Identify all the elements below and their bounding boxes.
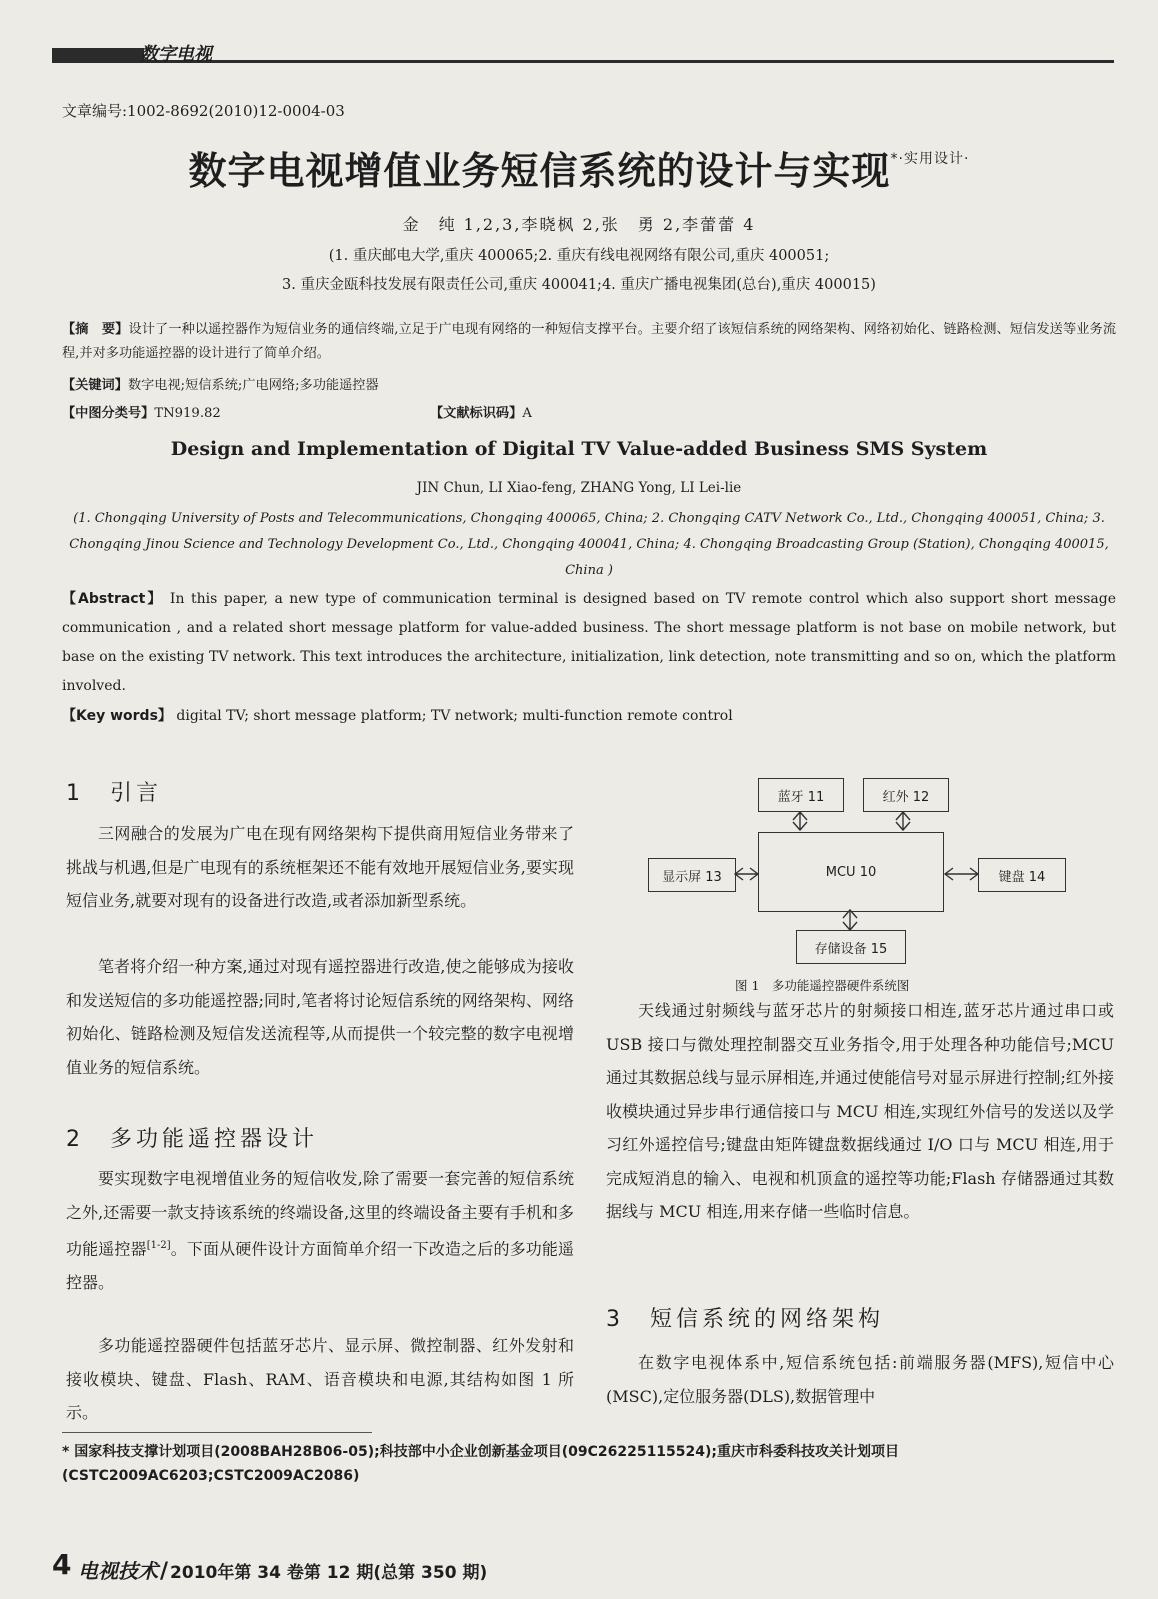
section-3-heading [606,1302,884,1333]
arrow-bluetooth-mcu [793,812,807,830]
journal-issue: 2010年第 34 卷第 12 期(总第 350 期) [170,1563,488,1583]
clc-text: TN919.82 [154,406,221,421]
affiliation-line-1: (1. 重庆邮电大学,重庆 400065;2. 重庆有线电视网络有限公司,重庆 400051; [328,248,830,264]
page-number: 4 [52,1548,72,1581]
section-1-heading [66,776,162,807]
bluetooth-box: 蓝牙 11 [758,778,844,812]
keyboard-box: 键盘 14 [978,858,1066,892]
infrared-box: 红外 12 [863,778,949,812]
clc-label: 【中图分类号】 [62,406,155,421]
abstract-en-label: 【Abstract】 [62,591,164,607]
mcu-box: MCU 10 [758,832,944,912]
figure-1-caption: 图 1 多功能遥控器硬件系统图 [735,978,910,993]
keywords-en [62,702,1116,731]
arrow-infrared-mcu [896,812,910,830]
abstract-cn-text: 设计了一种以遥控器作为短信业务的通信终端,立足于广电现有网络的一种短信支撑平台。主要介绍了该短信系统的网络架构、网络初始化、链路检测、短信发送等业务流程,并对多功能遥控器的设计进行了简单介绍。 [62,322,1117,361]
section-1-number: 1 [66,781,84,806]
citation-ref: [1-2] [146,1240,171,1251]
section-2-number: 2 [66,1127,84,1152]
section-3-title: 短信系统的网络架构 [650,1307,885,1332]
section-3-number: 3 [606,1307,624,1332]
section-header: 数字电视 [140,44,212,65]
arrow-mcu-storage [843,910,857,930]
paragraph-remote-1b: 。下面从硬件设计方面简单介绍一下改造之后的多功能遥控器。 [66,1239,574,1292]
footnote-funding: * 国家科技支撑计划项目(2008BAH28B06-05);科技部中小企业创新基金项目(09C26225115524);重庆市科委科技攻关计划项目(CSTC2009AC6203;CSTC2009AC2086) [62,1444,900,1484]
keywords-cn-label: 【关键词】 [62,378,128,393]
footnote-rule [62,1432,372,1433]
english-title: Design and Implementation of Digital TV Value-added Business SMS System [170,438,988,460]
affiliation-line-2: 3. 重庆金瓯科技发展有限责任公司,重庆 400041;4. 重庆广播电视集团(总台),重庆 400015) [282,277,876,293]
paper-title [0,140,1158,195]
figure-1-diagram [640,772,1110,972]
abstract-en-text: In this paper, a new type of communication terminal is designed based on TV remote control which also support short message communication , and a related short message platform for value-added business. The short message platform is not base on mobile network, but base on the existing TV network. This text introduces the architecture, initialization, link detection, note transmitting and so on, which the platform involved. [62,591,1116,694]
abstract-cn-label: 【摘 要】 [62,322,129,337]
paragraph-intro-2: 笔者将介绍一种方案,通过对现有遥控器进行改造,使之能够成为接收和发送短信的多功能遥控器;同时,笔者将讨论短信系统的网络架构、网络初始化、链路检测及短信发送流程等,从而提供一个较完整的数字电视增值业务的短信系统。 [66,957,574,1077]
section-2-heading [66,1122,318,1153]
authors: 金 纯 1,2,3,李晓枫 2,张 勇 2,李蕾蕾 4 [402,215,756,234]
paragraph-intro-1: 三网融合的发展为广电在现有网络架构下提供商用短信业务带来了挑战与机遇,但是广电现有的系统框架还不能有效地开展短信业务,要实现短信业务,就要对现有的设备进行改造,或者添加新型系统。 [66,824,574,910]
title-marker: *·实用设计· [890,151,970,167]
keywords-cn [62,374,379,398]
title-text: 数字电视增值业务短信系统的设计与实现 [188,149,891,193]
english-authors: JIN Chun, LI Xiao-feng, ZHANG Yong, LI Lei-lie [416,480,742,496]
keywords-en-label: 【Key words】 [62,708,172,724]
paragraph-network: 在数字电视体系中,短信系统包括:前端服务器(MFS),短信中心(MSC),定位服务器(DLS),数据管理中 [606,1353,1114,1406]
journal-footer [78,1555,487,1584]
abstract-en [62,585,1116,701]
keywords-cn-text: 数字电视;短信系统;广电网络;多功能遥控器 [127,378,379,393]
arrow-display-mcu [735,868,758,880]
paragraph-remote-1 [66,1162,574,1299]
document-code [430,402,532,426]
abstract-cn [62,318,1116,366]
arrow-mcu-keyboard [945,868,978,880]
paragraph-hardware: 天线通过射频线与蓝牙芯片的射频接口相连,蓝牙芯片通过串口或 USB 接口与微处理控制器交互业务指令,用于处理各种功能信号;MCU 通过其数据总线与显示屏相连,并通过使能信号对显示屏进行控制;红外接收模块通过异步串行通信接口与 MCU 相连,实现红外信号的发送以及学习红外遥控信号;键盘由矩阵键盘数据线通过 I/O 口与 MCU 相连,用于完成短消息的输入、电视和机顶盒的遥控等功能;Flash 存储器通过其数据线与 MCU 相连,用来存储一些临时信息。 [606,1001,1114,1221]
section-1-title: 引言 [110,781,163,806]
doc-code-label: 【文献标识码】 [430,406,523,421]
journal-name: 电视技术 [78,1559,158,1583]
english-affiliations: (1. Chongqing University of Posts and Telecommunications, Chongqing 400065, China; 2. Chongqing CATV Network Co., Ltd., Chongqing 400051, China; 3. Chongqing Jinou Science and Technology Development Co., Ltd., Chongqing 400041, China; 4. Chongqing Broadcasting Group (Station), Chongqing 400015, China ) [69,511,1109,578]
section-2-title: 多功能遥控器设计 [110,1127,319,1152]
journal-slash-icon: / [160,1559,169,1584]
paragraph-remote-1a: 要实现数字电视增值业务的短信收发,除了需要一套完善的短信系统之外,还需要一款支持该系统的终端设备,这里的终端设备主要有手机和多功能遥控器 [66,1169,574,1259]
doc-code-text: A [522,406,532,421]
display-box: 显示屏 13 [648,858,736,892]
paragraph-remote-2: 多功能遥控器硬件包括蓝牙芯片、显示屏、微控制器、红外发射和接收模块、键盘、Flash、RAM、语音模块和电源,其结构如图 1 所示。 [66,1336,574,1422]
article-number: 文章编号:1002-8692(2010)12-0004-03 [62,102,345,120]
storage-box: 存储设备 15 [796,930,906,964]
clc-number [62,402,221,426]
keywords-en-text: digital TV; short message platform; TV network; multi-function remote control [176,708,733,724]
